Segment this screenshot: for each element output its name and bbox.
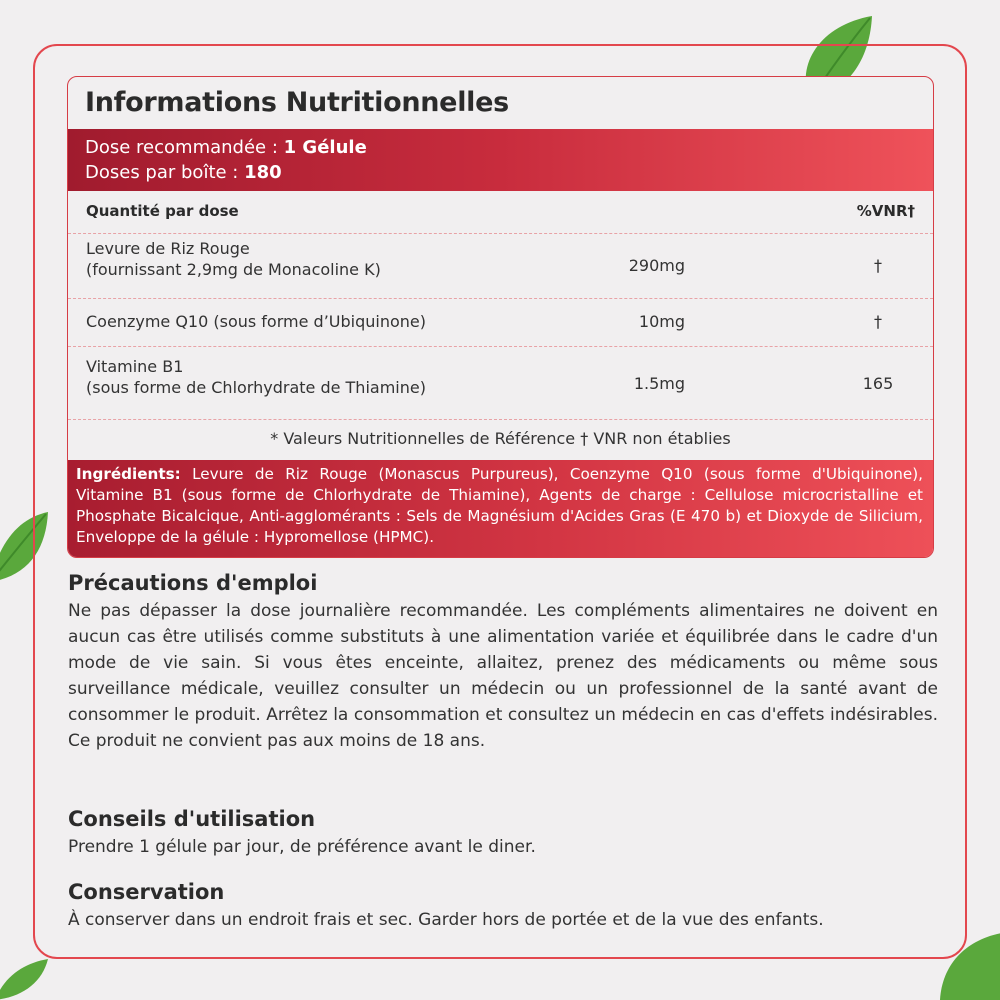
storage-text: À conserver dans un endroit frais et sec. Garder hors de portée et de la vue des enfants. bbox=[68, 910, 824, 930]
doses-per-box bbox=[85, 160, 933, 185]
table-row bbox=[68, 347, 933, 420]
row-name-line: (fournissant 2,9mg de Monacoline K) bbox=[86, 260, 381, 279]
row-name bbox=[86, 238, 381, 280]
precautions-text: Ne pas dépasser la dose journalière recommandée. Les compléments alimentaires ne doivent en aucun cas être utilisés comme substituts à une alimentation variée et équilibrée dans le cadre d'un mode de vie sain. Si vous êtes enceinte, allaitez, prenez des médicaments ou même sous surveillance médicale, veuillez consulter un médecin ou un professionnel de la santé avant de consommer le produit. Arrêtez la consommation et consultez un médecin en cas d'effets indésirables. Ce produit ne convient pas aux moins de 18 ans. bbox=[68, 601, 938, 751]
row-vnr: † bbox=[874, 312, 882, 331]
dose-recommended bbox=[85, 135, 933, 160]
storage-section bbox=[68, 877, 938, 933]
row-name bbox=[86, 356, 426, 398]
dose-value: 1 Gélule bbox=[283, 137, 367, 158]
usage-text: Prendre 1 gélule par jour, de préférence avant le diner. bbox=[68, 837, 536, 857]
header-quantity: Quantité par dose bbox=[86, 202, 239, 220]
usage-section bbox=[68, 804, 938, 860]
header-vnr: %VNR† bbox=[856, 202, 915, 220]
doses-value: 180 bbox=[244, 162, 282, 183]
row-name-line: Vitamine B1 bbox=[86, 357, 184, 376]
ingredients-label: Ingrédients: bbox=[76, 465, 181, 483]
leaf-icon bbox=[0, 955, 50, 1000]
usage-title: Conseils d'utilisation bbox=[68, 807, 316, 831]
dose-band bbox=[68, 129, 933, 191]
row-amount: 290mg bbox=[628, 256, 685, 275]
precautions-section bbox=[68, 568, 938, 754]
table-header bbox=[68, 191, 933, 234]
precautions-title: Précautions d'emploi bbox=[68, 571, 318, 595]
row-vnr: † bbox=[874, 256, 882, 275]
table-row bbox=[68, 234, 933, 299]
ingredients-text: Levure de Riz Rouge (Monascus Purpureus), Coenzyme Q10 (sous forme d'Ubiquinone), Vitamine B1 (sous forme de Chlorhydrate de Thiamine), Agents de charge : Cellulose microcristalline et Phosphate Bicalcique, Anti-agglomérants : Sels de Magnésium d'Acides Gras (E 470 b) et Dioxyde de Silicium, Enveloppe de la gélule : Hypromellose (HPMC). bbox=[76, 465, 923, 546]
nutrition-table bbox=[67, 76, 934, 558]
row-name-line: (sous forme de Chlorhydrate de Thiamine) bbox=[86, 378, 426, 397]
footnote: * Valeurs Nutritionnelles de Référence † VNR non établies bbox=[270, 429, 731, 448]
row-name-line: Coenzyme Q10 (sous forme d’Ubiquinone) bbox=[86, 312, 426, 331]
nutrition-title: Informations Nutritionnelles bbox=[85, 87, 509, 118]
table-row bbox=[68, 299, 933, 347]
row-name bbox=[86, 311, 426, 332]
storage-title: Conservation bbox=[68, 880, 225, 904]
row-name-line: Levure de Riz Rouge bbox=[86, 239, 250, 258]
row-vnr: 165 bbox=[862, 374, 894, 393]
row-amount: 1.5mg bbox=[633, 374, 685, 393]
doses-label: Doses par boîte : bbox=[85, 162, 239, 183]
row-amount: 10mg bbox=[638, 312, 685, 331]
ingredients-band bbox=[68, 460, 933, 558]
dose-label: Dose recommandée : bbox=[85, 137, 278, 158]
